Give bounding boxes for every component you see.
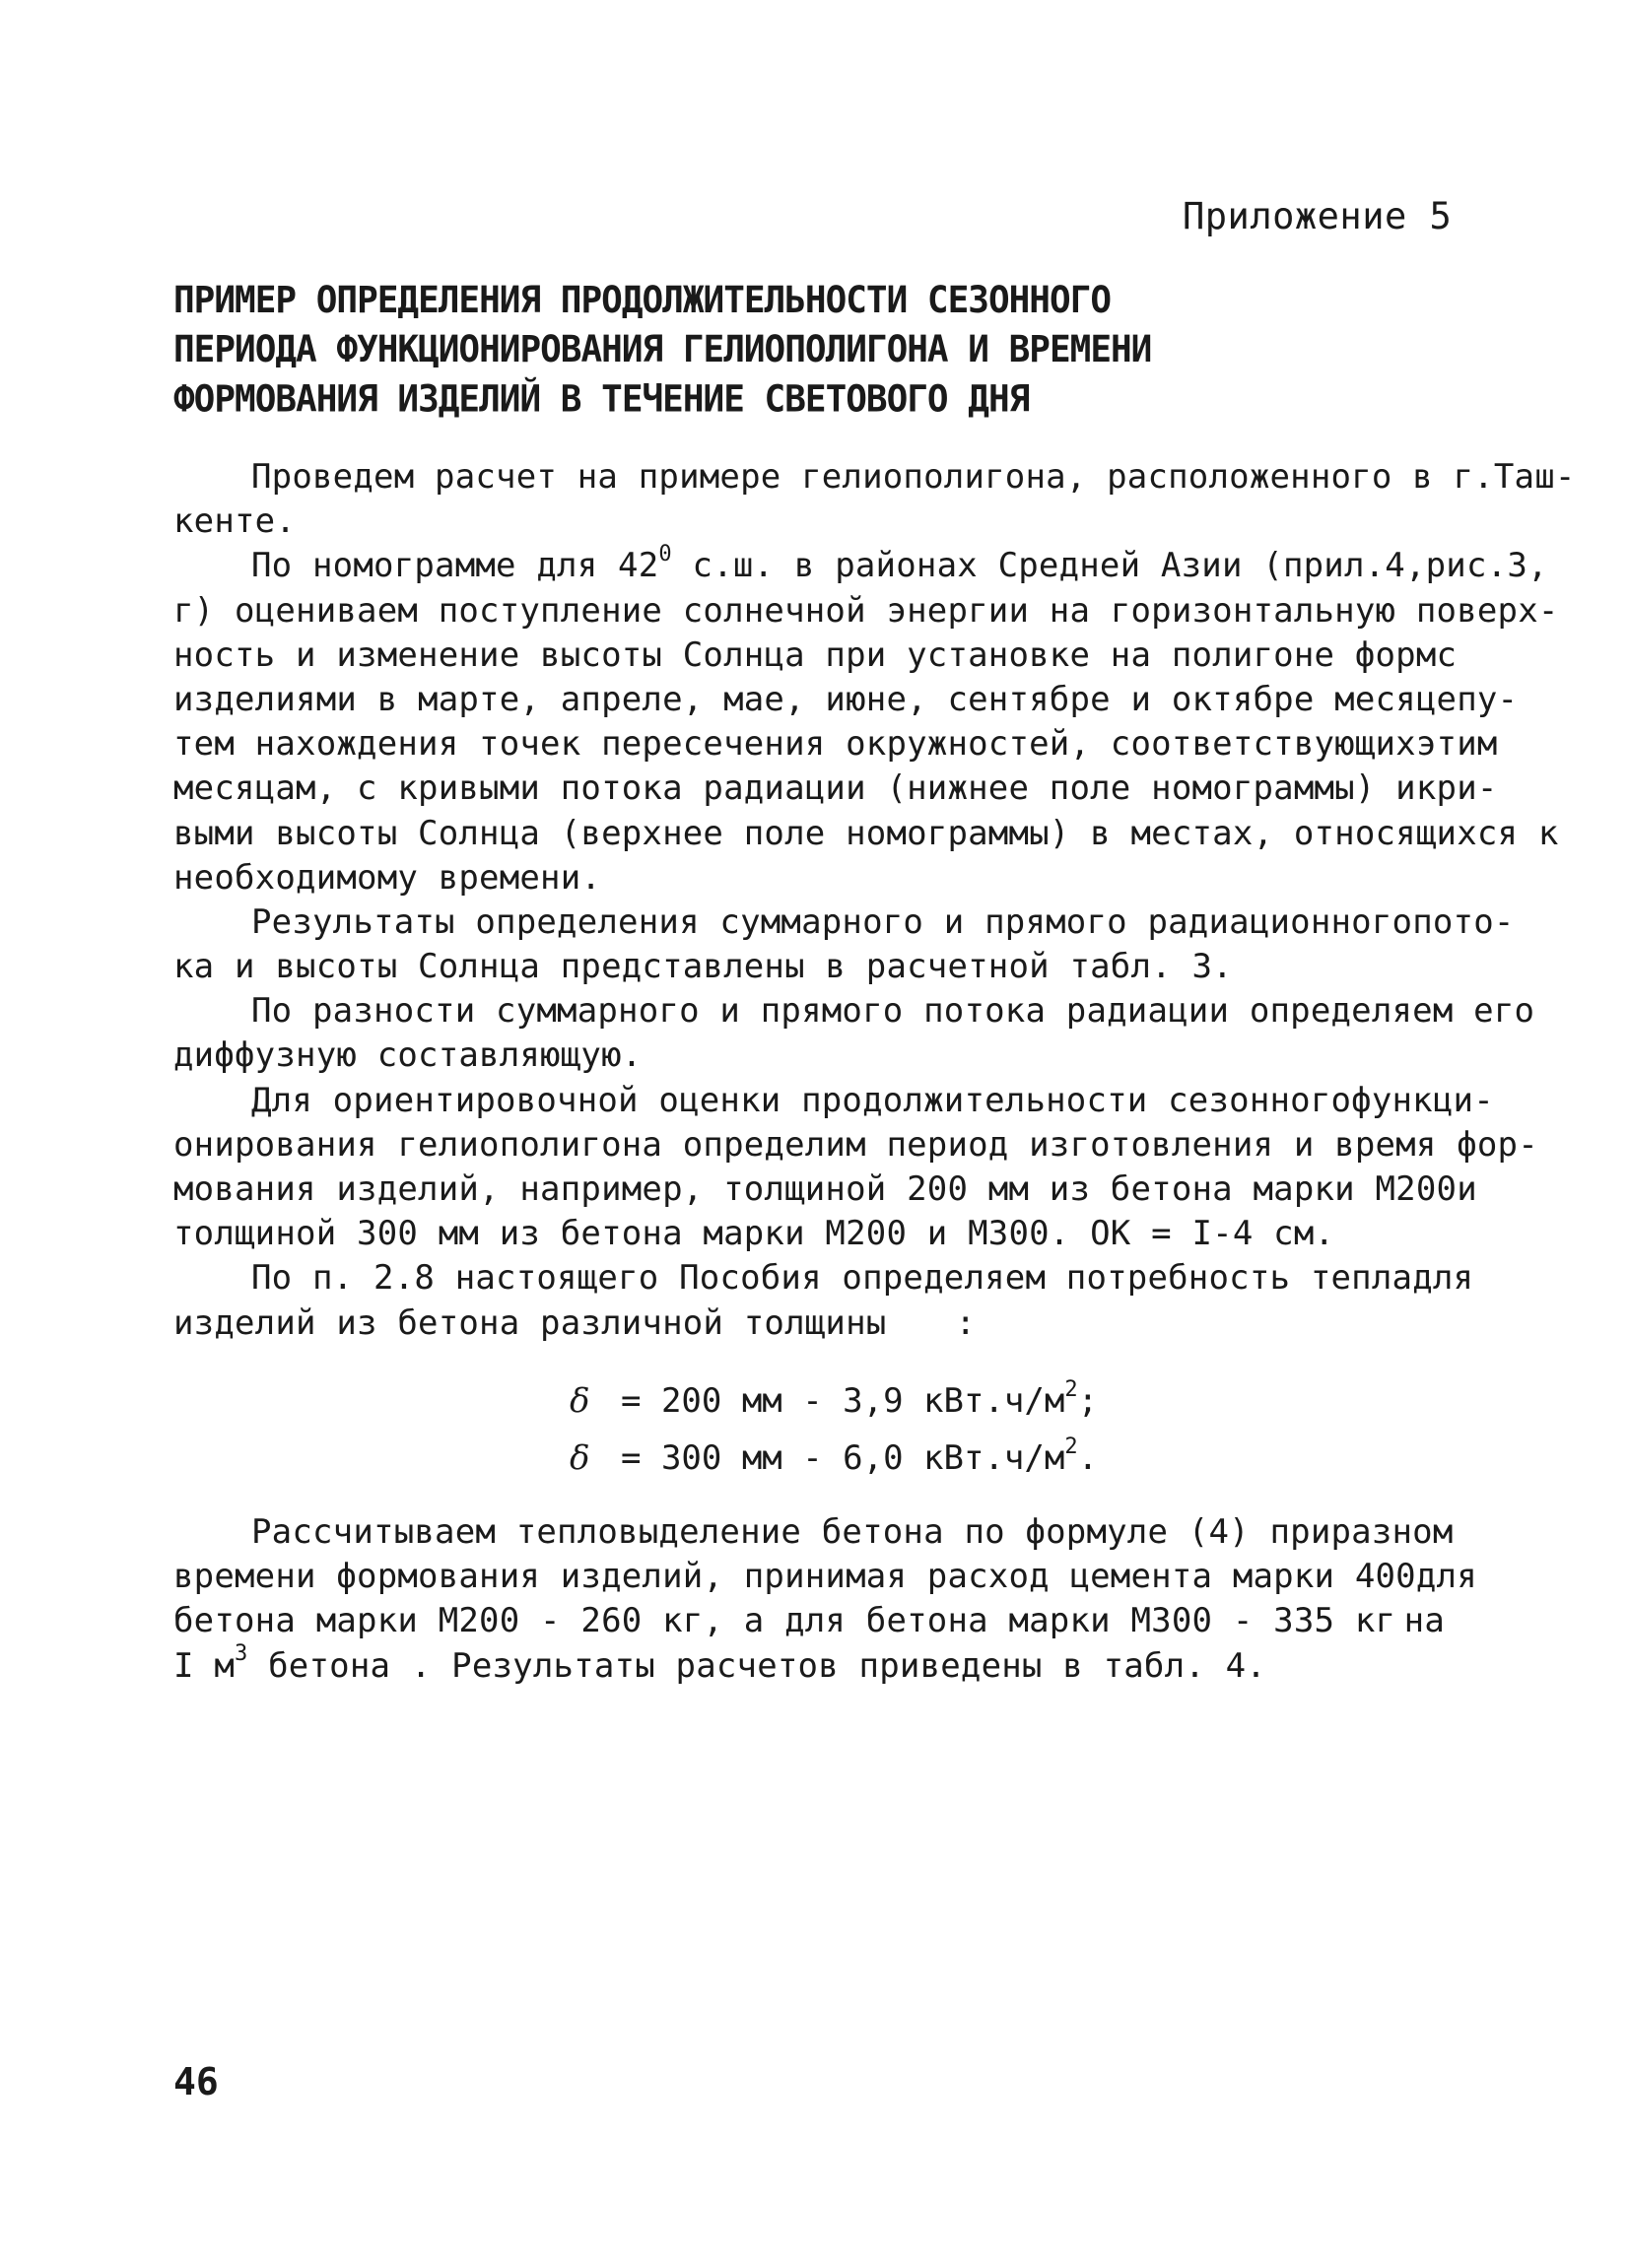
text-run: времени формования изделий, принимая расход цемента марки 400 bbox=[173, 1557, 1416, 1597]
paragraph-line: кенте. bbox=[173, 501, 297, 542]
paragraph-line bbox=[173, 767, 1498, 811]
text-run: для bbox=[1412, 1258, 1474, 1299]
text-run: функци- bbox=[1351, 1080, 1494, 1120]
text-run: По п. 2.8 настоящего Пособия определяем потребность тепла bbox=[251, 1258, 1413, 1299]
title-line: ПРИМЕР ОПРЕДЕЛЕНИЯ ПРОДОЛЖИТЕЛЬНОСТИ СЕЗОННОГО bbox=[173, 279, 1111, 322]
text-run: изделий из бетона различной толщины bbox=[173, 1302, 887, 1343]
section-title bbox=[173, 276, 1474, 425]
superscript: 2 bbox=[1064, 1376, 1078, 1402]
text-run: мования изделий, например, толщиной 200 мм из бетона марки М200 bbox=[173, 1169, 1458, 1209]
delta-symbol: δ bbox=[570, 1438, 590, 1478]
superscript: 0 bbox=[658, 542, 672, 567]
paragraph-line bbox=[173, 678, 1519, 722]
text-run: По номограмме для 42 bbox=[251, 546, 659, 586]
text-run: I м bbox=[173, 1645, 236, 1686]
superscript: 3 bbox=[235, 1641, 248, 1667]
text-run: : bbox=[955, 1302, 977, 1343]
text-run: бетона . Результаты расчетов приведены в табл. 4. bbox=[247, 1645, 1266, 1686]
paragraph-line: г) оцениваем поступление солнечной энергии на горизонтальную поверх- bbox=[173, 590, 1559, 631]
text-run: разном bbox=[1330, 1512, 1454, 1552]
paragraph-line bbox=[173, 901, 1515, 945]
text-run: тем нахождения точек пересечения окружностей, соответствующих bbox=[173, 724, 1416, 765]
paragraph-line bbox=[173, 1641, 1445, 1689]
text-run: изделиями в марте, апреле, мае, июне, сентябре и октябре месяце bbox=[173, 679, 1458, 719]
paragraph-line: Проведем расчет на примере гелиополигона, расположенного в г.Таш- bbox=[251, 457, 1576, 497]
delta-symbol: δ bbox=[570, 1381, 590, 1421]
paragraph-line bbox=[173, 1079, 1494, 1123]
paragraph-line: выми высоты Солнца (верхнее поле номограммы) в местах, относящихся к bbox=[173, 813, 1559, 853]
paragraph-line bbox=[173, 1301, 1445, 1346]
text-run: кри- bbox=[1415, 768, 1498, 809]
text-run: Результаты определения суммарного и прямого радиационного bbox=[251, 901, 1413, 942]
formula-text: . bbox=[1077, 1438, 1099, 1478]
formula-text: = 300 мм - 6,0 кВт.ч/м bbox=[621, 1438, 1065, 1478]
body-text bbox=[173, 455, 1576, 1346]
paragraph-line bbox=[173, 1256, 1474, 1301]
paragraph-line: толщиной 300 мм из бетона марки М200 и М300. ОК = I-4 см. bbox=[173, 1214, 1335, 1254]
paragraph-line bbox=[173, 1510, 1454, 1555]
paragraph-line: онирования гелиополигона определим период изготовления и время фор- bbox=[173, 1124, 1538, 1165]
formula-line bbox=[570, 1434, 1099, 1478]
paragraph-line: По разности суммарного и прямого потока радиации определяем его bbox=[251, 991, 1535, 1032]
paragraph-line: ка и высоты Солнца представлены в расчетной табл. 3. bbox=[173, 947, 1233, 987]
superscript: 2 bbox=[1064, 1434, 1078, 1459]
formula-line bbox=[570, 1376, 1099, 1421]
body-text-continued bbox=[173, 1510, 1477, 1689]
paragraph-line: диффузную составляющую. bbox=[173, 1035, 643, 1076]
text-run: бетона марки М200 - 260 кг, а для бетона марки М300 - 335 кг bbox=[173, 1601, 1396, 1641]
text-run: с bbox=[1436, 634, 1458, 675]
formula-text: = 200 мм - 3,9 кВт.ч/м bbox=[621, 1381, 1065, 1421]
text-run: для bbox=[1415, 1557, 1477, 1597]
text-run: Для ориентировочной оценки продолжительности сезонного bbox=[251, 1080, 1352, 1120]
text-run: и bbox=[1457, 1169, 1477, 1209]
text-run: ность и изменение высоты Солнца при установке на полигоне форм bbox=[173, 634, 1437, 675]
text-run: месяцам, с кривыми потока радиации (нижнее поле номограммы) и bbox=[173, 768, 1416, 809]
paragraph-line bbox=[173, 634, 1458, 678]
text-run: на bbox=[1403, 1601, 1445, 1641]
paragraph-line: необходимому времени. bbox=[173, 857, 602, 898]
appendix-label: Приложение 5 bbox=[1183, 195, 1453, 237]
paragraph-line bbox=[173, 1555, 1477, 1599]
title-line: ПЕРИОДА ФУНКЦИОНИРОВАНИЯ ГЕЛИОПОЛИГОНА И ВРЕМЕНИ bbox=[173, 328, 1152, 371]
text-run: этим bbox=[1415, 724, 1498, 765]
title-line: ФОРМОВАНИЯ ИЗДЕЛИЙ В ТЕЧЕНИЕ СВЕТОВОГО ДНЯ bbox=[173, 377, 1030, 421]
text-run: Рассчитываем тепловыделение бетона по формуле (4) при bbox=[251, 1512, 1331, 1552]
page-number: 46 bbox=[173, 2060, 219, 2103]
text-run: пото- bbox=[1412, 901, 1515, 942]
paragraph-line bbox=[173, 542, 1548, 588]
paragraph-line bbox=[173, 722, 1498, 767]
paragraph-line bbox=[173, 1599, 1445, 1643]
text-run: пу- bbox=[1457, 679, 1519, 719]
text-run: с.ш. в районах Средней Азии (прил.4,рис.3, bbox=[671, 546, 1548, 586]
paragraph-line bbox=[173, 1167, 1477, 1212]
formula-text: ; bbox=[1077, 1381, 1099, 1421]
